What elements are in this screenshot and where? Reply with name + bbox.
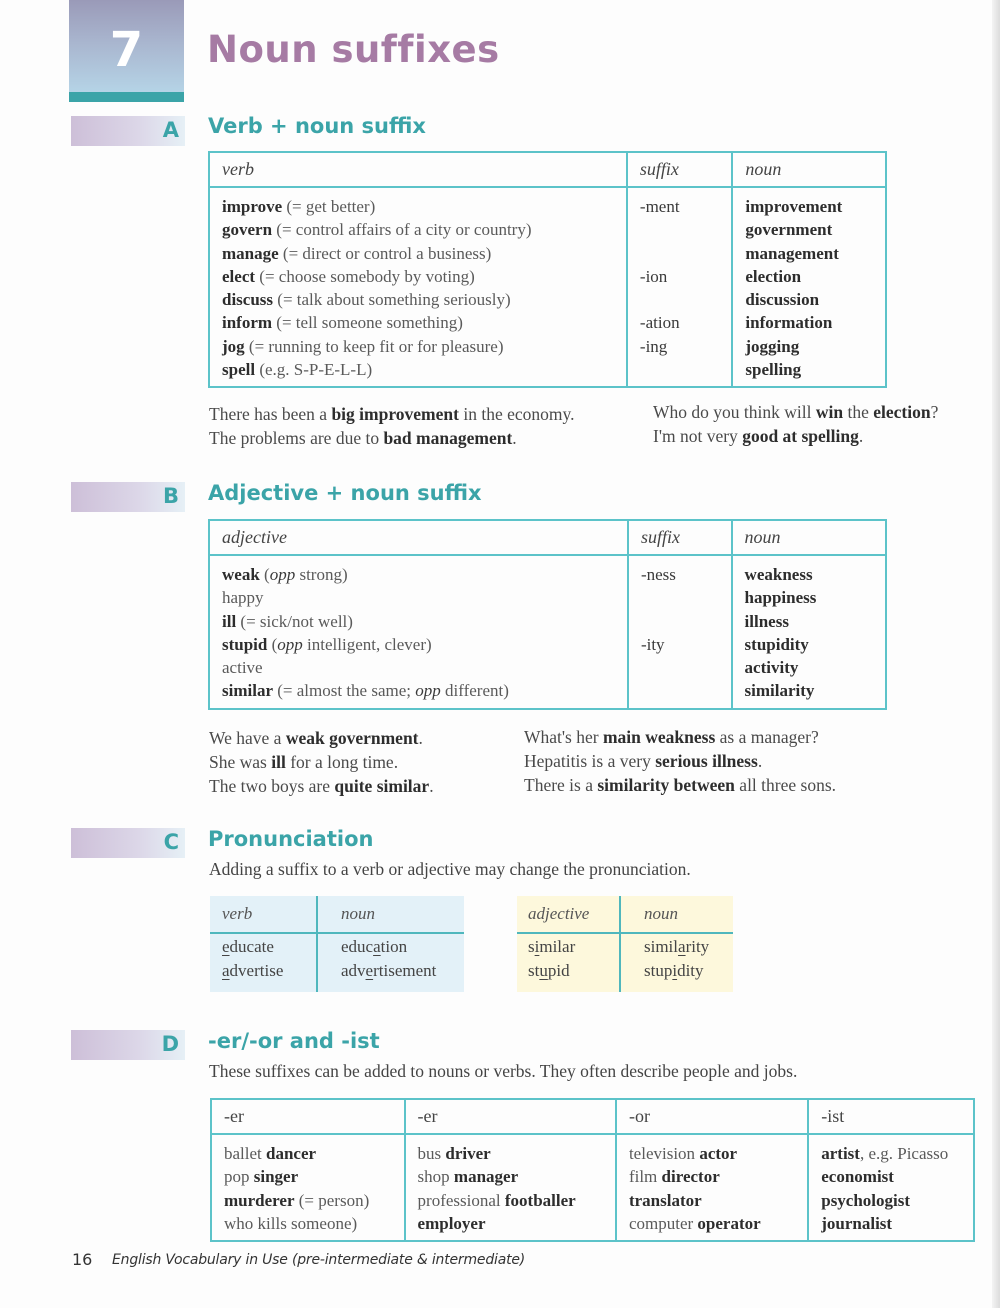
examples-a-left bbox=[209, 402, 574, 450]
divider bbox=[517, 932, 733, 934]
adjective-gloss: strong) bbox=[295, 565, 348, 584]
verb-row bbox=[222, 218, 614, 241]
job-keyword: operator bbox=[697, 1213, 761, 1233]
verb-gloss: (= tell someone something) bbox=[272, 313, 463, 333]
example-keyword: election bbox=[873, 402, 931, 422]
example-text: . bbox=[757, 751, 763, 771]
verb-noun-table bbox=[208, 151, 887, 388]
word-part: milar bbox=[539, 937, 576, 956]
job-entry bbox=[821, 1165, 961, 1188]
adjective-row bbox=[222, 563, 615, 586]
word-part: ducate bbox=[229, 937, 274, 956]
section-d-intro: These suffixes can be added to nouns or verbs. They often describe people and jobs. bbox=[209, 1061, 798, 1081]
noun-text: happiness bbox=[744, 588, 817, 608]
verb-row bbox=[222, 242, 614, 265]
job-entry bbox=[418, 1165, 603, 1188]
header-er: -er bbox=[405, 1099, 616, 1134]
noun-cell bbox=[745, 218, 873, 241]
adjective-word: active bbox=[222, 658, 263, 678]
example-text: The problems are due to bbox=[209, 428, 384, 448]
section-d-tab bbox=[71, 1030, 185, 1060]
verb-gloss: (= control affairs of a city or country) bbox=[272, 220, 532, 240]
example-keyword: main weakness bbox=[602, 727, 716, 747]
adjective-gloss: ( bbox=[259, 565, 270, 584]
suffix-text: -ation bbox=[639, 313, 680, 333]
job-keyword: murderer bbox=[224, 1190, 295, 1210]
job-keyword: driver bbox=[445, 1144, 491, 1163]
example-text: Who do you think will bbox=[653, 402, 816, 422]
job-entry bbox=[629, 1212, 795, 1235]
adjective-column bbox=[209, 555, 628, 709]
job-entry bbox=[629, 1165, 795, 1188]
job-entry bbox=[629, 1142, 795, 1165]
job-keyword: dancer bbox=[266, 1144, 317, 1163]
stressed-syllable: e bbox=[222, 937, 230, 956]
adjective-gloss: intelligent, clever) bbox=[302, 634, 432, 654]
verb-word: improve bbox=[222, 197, 283, 216]
job-entry bbox=[224, 1142, 392, 1165]
adjective-gloss: (= almost the same; bbox=[273, 681, 416, 701]
pronunciation-word bbox=[222, 935, 283, 959]
section-b-title: Adjective + noun suffix bbox=[208, 481, 482, 505]
job-entry bbox=[821, 1212, 961, 1235]
opp-label: opp bbox=[415, 681, 441, 701]
job-keyword: singer bbox=[253, 1167, 299, 1187]
stressed-syllable: a bbox=[678, 937, 686, 956]
adjective-row bbox=[222, 610, 615, 633]
section-c-intro: Adding a suffix to a verb or adjective may change the pronunciation. bbox=[209, 859, 691, 879]
example-keyword: ill bbox=[271, 752, 286, 772]
or-column bbox=[616, 1134, 808, 1241]
adjective-word: stupid bbox=[222, 634, 268, 654]
example-sentence bbox=[209, 402, 574, 426]
noun-cell bbox=[745, 679, 873, 702]
header-suffix: suffix bbox=[628, 520, 732, 555]
noun-text: stupidity bbox=[744, 634, 809, 654]
noun-cell bbox=[745, 195, 873, 218]
page-number: 16 bbox=[72, 1250, 93, 1269]
job-text: , e.g. Picasso bbox=[859, 1144, 949, 1163]
suffix-cell bbox=[641, 610, 719, 633]
job-text: film bbox=[628, 1167, 662, 1187]
verb-row bbox=[222, 195, 614, 218]
job-keyword: psychologist bbox=[821, 1190, 911, 1210]
example-text: the bbox=[843, 402, 874, 422]
job-text: ballet bbox=[224, 1144, 267, 1163]
divider bbox=[210, 932, 464, 934]
job-entry bbox=[418, 1212, 603, 1235]
job-entry bbox=[821, 1142, 961, 1165]
example-sentence bbox=[209, 750, 434, 774]
noun-cell bbox=[745, 586, 873, 609]
verb-gloss: (e.g. S-P-E-L-L) bbox=[255, 360, 373, 380]
word-part: rtisement bbox=[373, 960, 437, 980]
job-entry bbox=[224, 1189, 392, 1212]
job-entry bbox=[629, 1189, 795, 1212]
word-part: s bbox=[528, 937, 535, 956]
unit-number: 7 bbox=[109, 22, 144, 78]
suffix-text: -ion bbox=[639, 266, 668, 286]
job-entry bbox=[821, 1189, 961, 1212]
header-verb: verb bbox=[209, 152, 627, 187]
header-suffix: suffix bbox=[627, 152, 732, 187]
job-keyword: economist bbox=[821, 1167, 894, 1187]
er-or-ist-table bbox=[210, 1098, 975, 1242]
section-d-title: -er/-or and -ist bbox=[208, 1029, 380, 1053]
suffix-column bbox=[628, 555, 732, 709]
suffix-cell bbox=[641, 586, 719, 609]
example-keyword: big improvement bbox=[331, 404, 459, 424]
job-keyword: actor bbox=[699, 1144, 738, 1163]
adjective-noun-table bbox=[208, 519, 887, 710]
noun-text: weakness bbox=[744, 565, 813, 584]
examples-a-right bbox=[653, 400, 938, 448]
example-text: Hepatitis is a very bbox=[524, 751, 656, 771]
job-entry bbox=[224, 1212, 392, 1235]
adjective-gloss: (= sick/not well) bbox=[236, 611, 353, 631]
adjective-word: ill bbox=[222, 611, 237, 631]
example-text: . bbox=[429, 776, 434, 796]
word-part: rity bbox=[685, 937, 710, 956]
stressed-syllable: i bbox=[672, 960, 678, 980]
unit-number-box bbox=[69, 0, 184, 96]
verb-word: discuss bbox=[222, 290, 274, 310]
example-sentence bbox=[209, 426, 574, 450]
header-noun: noun bbox=[341, 904, 375, 923]
word-part: pid bbox=[547, 960, 570, 980]
example-text: . bbox=[418, 728, 423, 748]
example-text: . bbox=[512, 428, 517, 448]
verb-word: elect bbox=[222, 266, 256, 286]
word-part: st bbox=[528, 960, 540, 980]
noun-text: activity bbox=[744, 658, 799, 678]
suffix-cell bbox=[640, 218, 719, 241]
noun-cell bbox=[745, 311, 873, 334]
noun-text: discussion bbox=[745, 290, 820, 310]
noun-text: election bbox=[745, 266, 802, 286]
verb-gloss: (= running to keep fit or for pleasure) bbox=[244, 336, 504, 356]
stressed-syllable: u bbox=[539, 960, 548, 980]
examples-b-right bbox=[524, 725, 836, 797]
job-entry bbox=[224, 1165, 392, 1188]
er-column bbox=[211, 1134, 405, 1241]
noun-cell bbox=[745, 288, 873, 311]
suffix-text: -ing bbox=[639, 336, 668, 356]
example-text: The two boys are bbox=[209, 776, 335, 796]
verb-gloss: (= get better) bbox=[282, 197, 376, 216]
noun-cell bbox=[745, 656, 873, 679]
section-c-title: Pronunciation bbox=[208, 827, 374, 851]
section-a-title: Verb + noun suffix bbox=[208, 114, 426, 138]
example-text: She was bbox=[209, 752, 272, 772]
example-text: I'm not very bbox=[653, 426, 743, 446]
suffix-cell bbox=[640, 288, 719, 311]
stressed-syllable: e bbox=[365, 960, 374, 980]
verb-gloss: (= talk about something seriously) bbox=[273, 290, 511, 310]
example-text: ? bbox=[930, 402, 939, 422]
example-text: We have a bbox=[209, 728, 286, 748]
job-text: bus bbox=[417, 1144, 446, 1163]
suffix-cell bbox=[640, 195, 719, 218]
verb-row bbox=[222, 265, 614, 288]
header-noun: noun bbox=[732, 520, 886, 555]
example-keyword: good at spelling bbox=[742, 426, 859, 446]
noun-cell bbox=[745, 335, 873, 358]
job-keyword: manager bbox=[453, 1167, 519, 1187]
noun-text: illness bbox=[744, 611, 789, 631]
example-text: as a manager? bbox=[715, 727, 819, 747]
example-keyword: similarity between bbox=[597, 775, 735, 795]
job-keyword: artist bbox=[821, 1144, 860, 1163]
section-a-tab bbox=[71, 116, 185, 146]
adjective-row bbox=[222, 679, 615, 702]
verb-word: jog bbox=[222, 336, 245, 356]
noun-text: information bbox=[745, 313, 833, 333]
job-text: who kills someone) bbox=[224, 1213, 358, 1233]
word-part: stup bbox=[644, 960, 673, 980]
suffix-cell bbox=[641, 563, 719, 586]
example-sentence bbox=[209, 774, 434, 798]
section-b-letter: B bbox=[162, 484, 179, 508]
suffix-cell bbox=[641, 656, 719, 679]
adjective-word: similar bbox=[222, 681, 273, 701]
adjective-word: weak bbox=[222, 565, 260, 584]
adjective-word: happy bbox=[222, 588, 264, 608]
divider bbox=[316, 896, 318, 992]
job-keyword: employer bbox=[417, 1213, 486, 1233]
verb-word: inform bbox=[222, 313, 273, 333]
verb-column bbox=[222, 935, 283, 982]
header-or: -or bbox=[616, 1099, 808, 1134]
example-text: for a long time. bbox=[285, 752, 399, 772]
adjective-row bbox=[222, 656, 615, 679]
adjective-row bbox=[222, 586, 615, 609]
stressed-syllable: i bbox=[534, 937, 540, 956]
word-part: dvertise bbox=[229, 960, 284, 980]
example-sentence bbox=[653, 400, 938, 424]
example-sentence bbox=[653, 424, 938, 448]
example-text: in the economy. bbox=[458, 404, 575, 424]
word-part: adv bbox=[341, 960, 366, 980]
example-keyword: bad management bbox=[383, 428, 513, 448]
stressed-syllable: a bbox=[373, 937, 381, 956]
book-title: English Vocabulary in Use (pre-intermediate & intermediate) bbox=[112, 1252, 526, 1268]
pronunciation-word bbox=[341, 935, 436, 959]
section-b-tab bbox=[71, 482, 185, 512]
noun-cell bbox=[745, 265, 873, 288]
noun-text: spelling bbox=[745, 360, 802, 380]
example-text: What's her bbox=[524, 727, 603, 747]
suffix-cell bbox=[640, 335, 719, 358]
header-er: -er bbox=[211, 1099, 405, 1134]
suffix-text: -ness bbox=[640, 565, 676, 584]
verb-word: govern bbox=[222, 220, 273, 240]
word-part: educ bbox=[341, 937, 374, 956]
example-keyword: serious illness bbox=[655, 751, 758, 771]
verb-gloss: (= choose somebody by voting) bbox=[255, 266, 475, 286]
verb-row bbox=[222, 288, 614, 311]
section-c-letter: C bbox=[163, 830, 179, 854]
example-keyword: quite similar bbox=[334, 776, 430, 796]
example-sentence bbox=[209, 726, 434, 750]
adjective-row bbox=[222, 633, 615, 656]
stressed-syllable: a bbox=[222, 960, 230, 980]
pronunciation-word bbox=[528, 959, 575, 983]
job-text: (= person) bbox=[294, 1190, 370, 1210]
header-noun: noun bbox=[732, 152, 886, 187]
divider bbox=[619, 896, 621, 992]
page-edge bbox=[992, 0, 1000, 1308]
example-text: . bbox=[858, 426, 864, 446]
job-keyword: director bbox=[661, 1167, 720, 1187]
example-keyword: weak government bbox=[285, 728, 419, 748]
job-text: professional bbox=[417, 1190, 505, 1210]
job-keyword: journalist bbox=[821, 1213, 893, 1233]
unit-bar bbox=[69, 92, 184, 102]
example-text: There has been a bbox=[209, 404, 332, 424]
word-part: simil bbox=[644, 937, 679, 956]
suffix-column bbox=[627, 187, 732, 387]
suffix-cell bbox=[640, 242, 719, 265]
word-part: dity bbox=[677, 960, 704, 980]
adjective-column bbox=[528, 935, 575, 982]
noun-column bbox=[341, 935, 436, 982]
pronunciation-word bbox=[644, 935, 709, 959]
verb-row bbox=[222, 358, 614, 381]
job-keyword: translator bbox=[628, 1190, 702, 1210]
header-ist: -ist bbox=[808, 1099, 974, 1134]
noun-text: management bbox=[745, 243, 839, 263]
job-text: shop bbox=[417, 1167, 454, 1187]
verb-gloss: (= direct or control a business) bbox=[278, 243, 492, 263]
noun-cell bbox=[745, 633, 873, 656]
suffix-cell bbox=[641, 679, 719, 702]
pronunciation-word bbox=[528, 935, 575, 959]
example-text: all three sons. bbox=[734, 775, 837, 795]
noun-cell bbox=[745, 242, 873, 265]
suffix-cell bbox=[640, 358, 719, 381]
er-column bbox=[405, 1134, 616, 1241]
header-verb: verb bbox=[222, 904, 253, 923]
pronunciation-word bbox=[341, 959, 436, 983]
verb-column bbox=[209, 187, 627, 387]
header-adjective: adjective bbox=[528, 904, 590, 923]
adjective-gloss: different) bbox=[440, 681, 509, 701]
verb-row bbox=[222, 311, 614, 334]
noun-column bbox=[732, 555, 886, 709]
pronunciation-adjective-table bbox=[517, 896, 733, 992]
example-sentence bbox=[524, 773, 836, 797]
pronunciation-word bbox=[644, 959, 709, 983]
word-part: tion bbox=[380, 937, 408, 956]
noun-text: government bbox=[745, 220, 833, 240]
suffix-text: -ment bbox=[639, 197, 680, 216]
noun-cell bbox=[745, 358, 873, 381]
suffix-cell bbox=[640, 265, 719, 288]
examples-b-left bbox=[209, 726, 434, 798]
job-text: pop bbox=[224, 1167, 254, 1187]
pronunciation-word bbox=[222, 959, 283, 983]
example-text: There is a bbox=[524, 775, 598, 795]
noun-column bbox=[644, 935, 709, 982]
noun-column bbox=[732, 187, 886, 387]
unit-title: Noun suffixes bbox=[207, 28, 500, 71]
example-keyword: win bbox=[815, 402, 844, 422]
header-adjective: adjective bbox=[209, 520, 628, 555]
opp-label: opp bbox=[269, 565, 296, 584]
noun-cell bbox=[745, 563, 873, 586]
section-d-letter: D bbox=[161, 1032, 179, 1056]
noun-cell bbox=[745, 610, 873, 633]
noun-text: improvement bbox=[745, 197, 843, 216]
job-text: television bbox=[628, 1144, 700, 1163]
job-keyword: footballer bbox=[504, 1190, 576, 1210]
verb-row bbox=[222, 335, 614, 358]
example-sentence bbox=[524, 725, 836, 749]
suffix-text: -ity bbox=[640, 634, 665, 654]
job-text: computer bbox=[628, 1213, 698, 1233]
section-c-tab bbox=[71, 828, 185, 858]
section-a-letter: A bbox=[162, 118, 179, 142]
verb-word: spell bbox=[222, 360, 256, 380]
header-noun: noun bbox=[644, 904, 678, 923]
pronunciation-verb-table bbox=[210, 896, 464, 992]
noun-text: jogging bbox=[745, 336, 800, 356]
adjective-gloss: ( bbox=[267, 634, 278, 654]
ist-column bbox=[808, 1134, 974, 1241]
job-entry bbox=[418, 1189, 603, 1212]
suffix-cell bbox=[641, 633, 719, 656]
noun-text: similarity bbox=[744, 681, 815, 701]
verb-word: manage bbox=[222, 243, 279, 263]
job-entry bbox=[418, 1142, 603, 1165]
example-sentence bbox=[524, 749, 836, 773]
suffix-cell bbox=[640, 311, 719, 334]
opp-label: opp bbox=[277, 634, 303, 654]
